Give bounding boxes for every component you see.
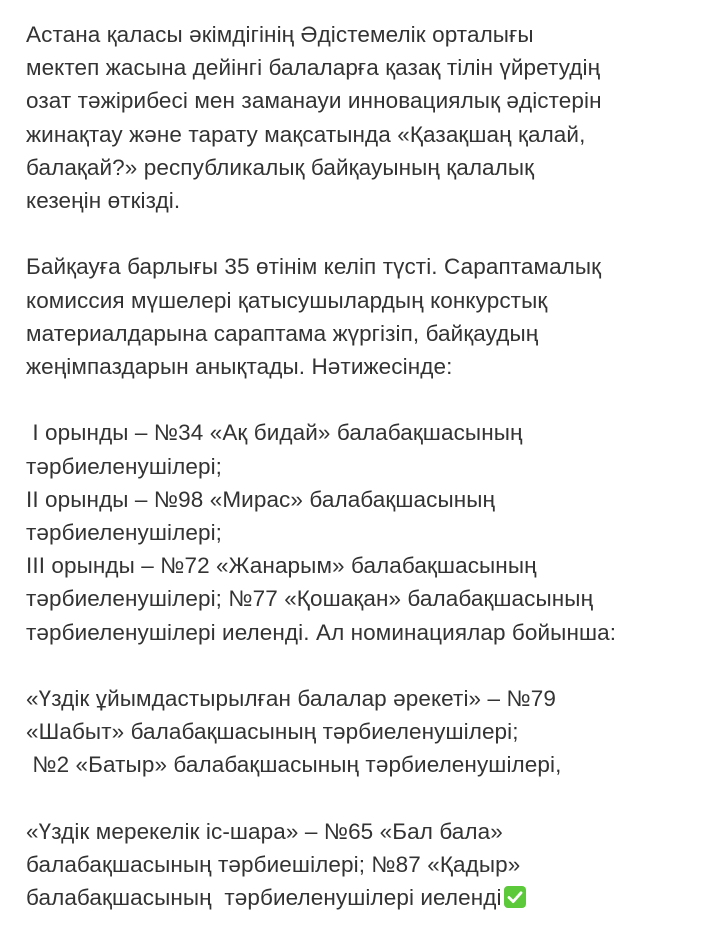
text-line: Байқауға барлығы 35 өтінім келіп түсті. Сараптамалық xyxy=(26,254,602,280)
paragraph-nomination-event xyxy=(26,815,696,915)
text-line: комиссия мүшелері қатысушылардың конкурстық xyxy=(26,287,548,313)
paragraph-applications xyxy=(26,250,696,383)
text-line: тәрбиеленушілері; xyxy=(26,520,223,546)
text-line-final xyxy=(26,881,696,914)
text-line: мектеп жасына дейінгі балаларға қазақ тілін үйретудің xyxy=(26,55,601,81)
text-line: №2 «Батыр» балабақшасының тәрбиеленушілері, xyxy=(26,752,562,778)
text-line: «Шабыт» балабақшасының тәрбиеленушілері; xyxy=(26,719,519,745)
text-line: жинақтау және тарату мақсатында «Қазақшаң қалай, xyxy=(26,121,586,147)
text-line: тәрбиеленушілері; xyxy=(26,453,223,479)
paragraph-places xyxy=(26,416,696,648)
text-line: ІІ орынды – №98 «Мирас» балабақшасының xyxy=(26,486,496,512)
text-line: кезеңін өткізді. xyxy=(26,188,181,214)
post-text xyxy=(26,18,696,914)
text-line: ІІІ орынды – №72 «Жанарым» балабақшасының xyxy=(26,553,537,579)
text-line: тәрбиеленушілері; №77 «Қошақан» балабақшасының xyxy=(26,586,594,612)
white-check-mark-icon xyxy=(503,885,527,909)
text-line: балабақшасының тәрбиешілері; №87 «Қадыр» xyxy=(26,852,521,878)
final-line-text: балабақшасының тәрбиеленушілері иеленді xyxy=(26,885,502,911)
paragraph-nomination-activity xyxy=(26,682,696,782)
text-line: «Үздік мерекелік іс-шара» – №65 «Бал бала» xyxy=(26,818,503,844)
text-line: І орынды – №34 «Ақ бидай» балабақшасының xyxy=(26,420,523,446)
text-line: жеңімпаздарын анықтады. Нәтижесінде: xyxy=(26,354,453,380)
text-line: озат тәжірибесі мен заманауи инновациялық әдістерін xyxy=(26,88,602,114)
text-line: «Үздік ұйымдастырылған балалар әрекеті» – №79 xyxy=(26,686,556,712)
text-line: Астана қаласы әкімдігінің Әдістемелік орталығы xyxy=(26,22,534,47)
paragraph-intro xyxy=(26,18,696,217)
text-line: материалдарына сараптама жүргізіп, байқаудың xyxy=(26,320,539,346)
text-line: балақай?» республикалық байқауының қалалық xyxy=(26,154,535,180)
text-line: тәрбиеленушілері иеленді. Ал номинациялар бойынша: xyxy=(26,619,617,645)
